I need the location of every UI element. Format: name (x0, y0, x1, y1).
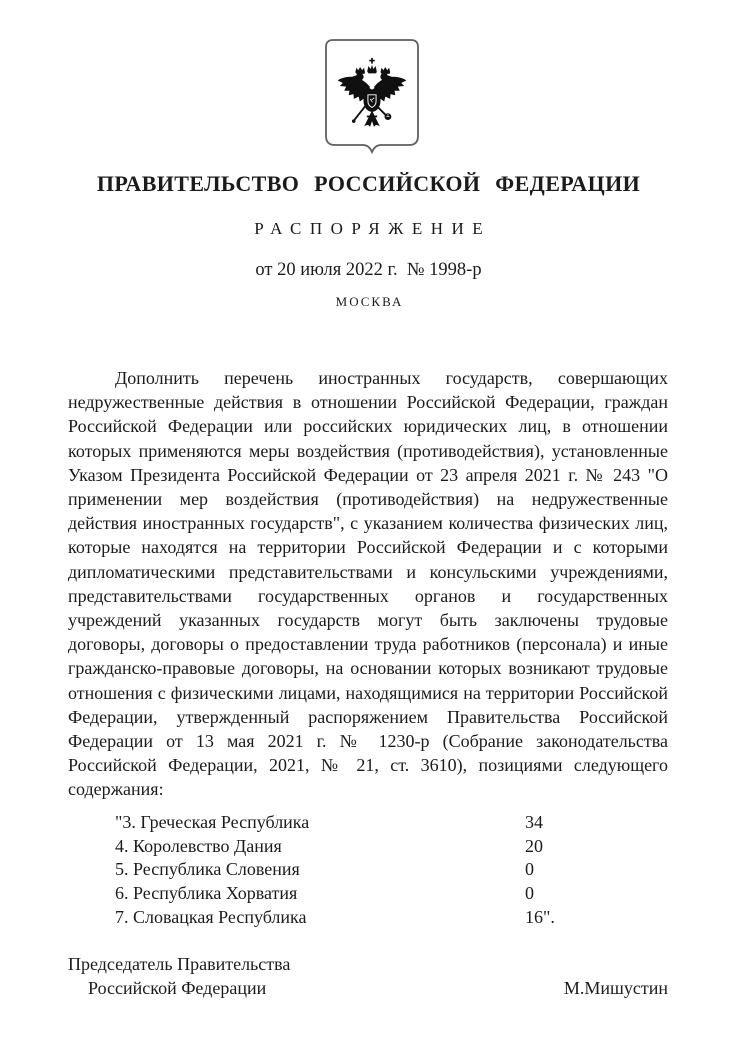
quota-row (115, 858, 585, 882)
quota-country-label: 7. Словацкая Республика (115, 906, 307, 927)
quota-country-label: 5. Республика Словения (115, 859, 300, 880)
quota-count-value: 16". (525, 906, 555, 927)
quota-row (115, 835, 585, 859)
quota-count-value: 20 (525, 835, 543, 856)
quota-count-value: 0 (525, 883, 534, 904)
quota-row (115, 882, 585, 906)
signer-name: М.Мишустин (563, 978, 668, 998)
quota-country-label: "3. Греческая Республика (115, 812, 310, 832)
signature-block (68, 952, 668, 1000)
document-type-label: РАСПОРЯЖЕНИЕ (254, 219, 492, 238)
country-quota-list (115, 811, 585, 929)
quota-count-value: 34 (525, 812, 543, 832)
date-number-line: от 20 июля 2022 г. № 1998-р (255, 260, 482, 280)
quota-count-value: 0 (525, 859, 534, 880)
russia-coat-of-arms-icon (325, 39, 419, 155)
issuer-title: ПРАВИТЕЛЬСТВО РОССИЙСКОЙ ФЕДЕРАЦИИ (96, 171, 641, 196)
signer-title-line2: Российской Федерации (88, 978, 267, 998)
quota-country-label: 4. Королевство Дания (115, 835, 282, 856)
decree-paragraph: Дополнить перечень иностранных государств, совершающих недружественные действия в отношении Российской Федерации, граждан Российской Федерации или российских юридических лиц, в отношении которых применяются меры воздействия (противодействия), установленные Указом Президента Российской Федерации от 23 апреля 2021 г. № 243 "О применении мер воздействия (противодействия) на недружественные действия иностранных государств", с указанием количества физических лиц, которые находятся на территории Российской Федерации и с которыми дипломатическими представительствами и консульскими учреждениями, представительствами государственных органов и государственных учреждений указанных государств могут быть заключены трудовые договоры, договоры о предоставлении труда работников (персонала) и иные гражданско-правовые договоры, на основании которых возникают трудовые отношения с физическими лицами, находящимися на территории Российской Федерации, утвержденный распоряжением Правительства Российской Федерации от 13 мая 2021 г. № 1230-р (Собрание законодательства Российской Федерации, 2021, № 21, ст. 3610), позициями следующего содержания: (68, 368, 668, 800)
quota-row (115, 906, 585, 930)
quota-country-label: 6. Республика Хорватия (115, 883, 298, 904)
city-label: МОСКВА (335, 294, 404, 309)
signer-title-line1: Председатель Правительства (68, 954, 291, 974)
double-headed-eagle-icon (335, 56, 409, 144)
quota-row (115, 811, 585, 835)
